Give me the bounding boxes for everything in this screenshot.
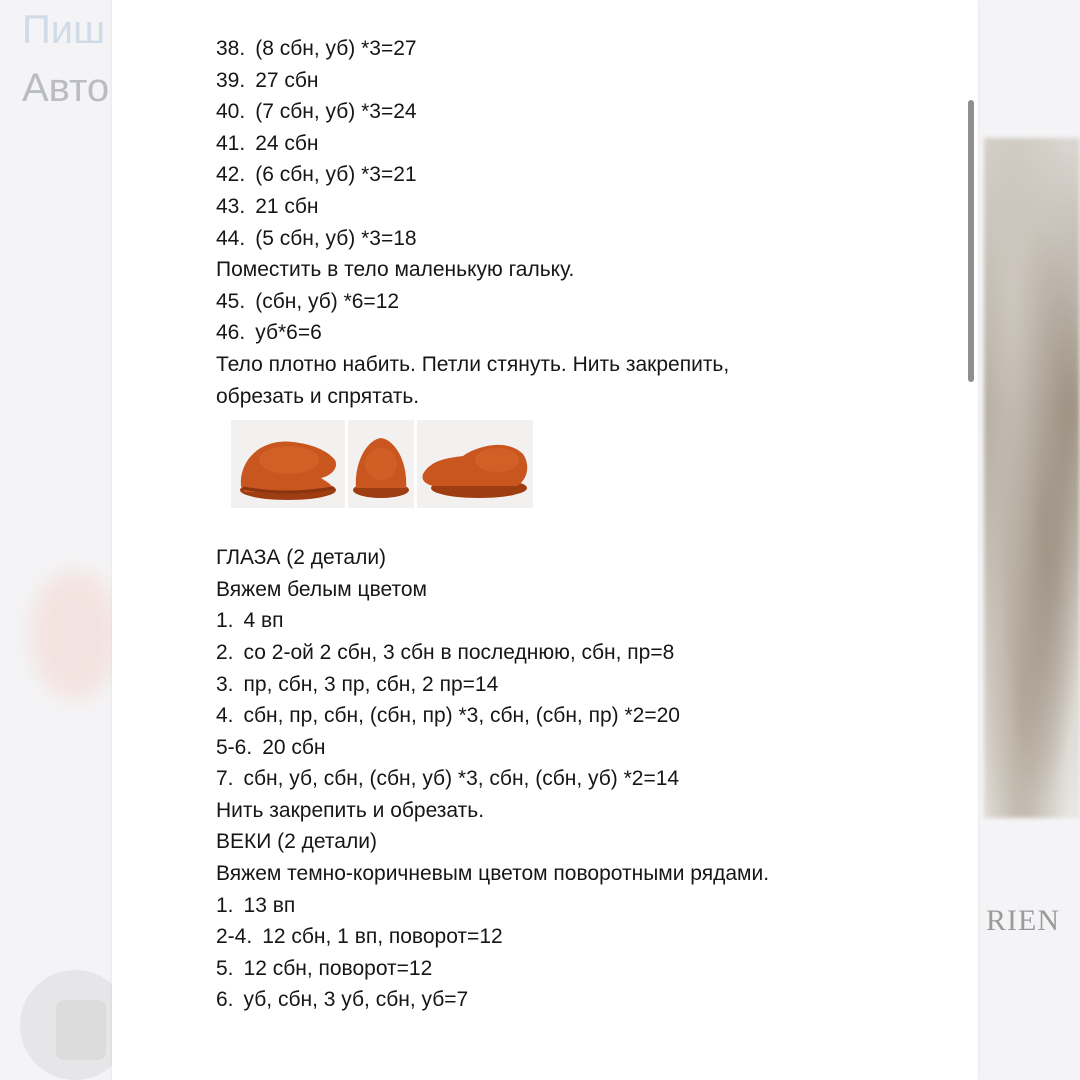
row-number: 1. — [216, 893, 234, 917]
document-icon — [56, 1000, 106, 1060]
document-content — [216, 33, 956, 1016]
row-instruction: 27 сбн — [255, 68, 319, 92]
note-pebble: Поместить в тело маленькую гальку. — [216, 258, 575, 282]
background-title-line1: Пиш — [22, 8, 106, 52]
row-instruction: сбн, пр, сбн, (сбн, пр) *3, сбн, (сбн, пр) *2=20 — [243, 704, 680, 728]
lids-heading: ВЕКИ (2 детали) — [216, 830, 377, 854]
row-number: 1. — [216, 609, 234, 633]
row-number: 3. — [216, 672, 234, 696]
row-instruction: 12 сбн, 1 вп, поворот=12 — [262, 925, 503, 949]
row-instruction: пр, сбн, 3 пр, сбн, 2 пр=14 — [243, 672, 499, 696]
row-number: 38. — [216, 37, 246, 60]
body-final-rows-section — [216, 286, 956, 349]
pattern-row — [216, 953, 956, 985]
photo-side-view — [231, 420, 345, 508]
row-instruction: (5 сбн, уб) *3=18 — [255, 226, 417, 250]
pattern-row — [216, 65, 956, 97]
row-instruction: со 2-ой 2 сбн, 3 сбн в последнюю, сбн, пр=8 — [243, 640, 675, 664]
note-finish-line2: обрезать и спрятать. — [216, 384, 420, 408]
pattern-row — [216, 763, 956, 795]
crochet-body-side-image — [231, 420, 345, 508]
pattern-row — [216, 669, 956, 701]
body-rows-section — [216, 33, 956, 254]
pattern-row — [216, 605, 956, 637]
row-number: 4. — [216, 704, 234, 728]
row-number: 45. — [216, 289, 246, 313]
pattern-row — [216, 984, 956, 1016]
row-number: 42. — [216, 163, 246, 187]
row-instruction: 4 вп — [243, 609, 284, 633]
pattern-row — [216, 128, 956, 160]
row-instruction: (сбн, уб) *6=12 — [255, 289, 400, 313]
photo-other-side-view — [417, 420, 533, 508]
pattern-row — [216, 921, 956, 953]
row-instruction: 12 сбн, поворот=12 — [243, 956, 433, 980]
pattern-row — [216, 637, 956, 669]
row-number: 46. — [216, 321, 246, 345]
eyes-rows-section — [216, 605, 956, 795]
row-instruction: уб*6=6 — [255, 321, 322, 345]
body-photos — [231, 420, 956, 508]
row-number: 2. — [216, 640, 234, 664]
pattern-row — [216, 317, 956, 349]
row-instruction: (8 сбн, уб) *3=27 — [255, 37, 417, 60]
row-instruction: сбн, уб, сбн, (сбн, уб) *3, сбн, (сбн, уб) *2=14 — [243, 767, 680, 791]
crochet-body-front-image — [348, 420, 414, 508]
row-number: 2-4. — [216, 925, 253, 949]
row-instruction: (7 сбн, уб) *3=24 — [255, 100, 417, 124]
background-photo — [984, 138, 1080, 818]
pattern-row — [216, 191, 956, 223]
scrollbar[interactable] — [968, 100, 974, 382]
lids-color-note: Вяжем темно-коричневым цветом поворотными рядами. — [216, 862, 770, 886]
row-number: 5-6. — [216, 735, 253, 759]
row-instruction: уб, сбн, 3 уб, сбн, уб=7 — [243, 988, 469, 1012]
row-number: 41. — [216, 131, 246, 155]
background-brand-text: RIEN — [986, 904, 1060, 937]
row-instruction: 21 сбн — [255, 194, 319, 218]
eyes-color-note: Вяжем белым цветом — [216, 577, 427, 601]
row-instruction: 13 вп — [243, 893, 296, 917]
row-instruction: (6 сбн, уб) *3=21 — [255, 163, 417, 187]
row-number: 43. — [216, 194, 246, 218]
pattern-row — [216, 890, 956, 922]
row-number: 7. — [216, 767, 234, 791]
note-finish-line1: Тело плотно набить. Петли стянуть. Нить закрепить, — [216, 352, 730, 376]
background-title-line2: Авто — [22, 66, 110, 110]
row-number: 6. — [216, 988, 234, 1012]
row-instruction: 20 сбн — [262, 735, 326, 759]
row-number: 5. — [216, 956, 234, 980]
row-instruction: 24 сбн — [255, 131, 319, 155]
pattern-row — [216, 732, 956, 764]
lids-rows-section — [216, 890, 956, 1016]
eyes-finish-note: Нить закрепить и обрезать. — [216, 798, 485, 822]
row-number: 40. — [216, 100, 246, 124]
pattern-row — [216, 223, 956, 255]
eyes-heading: ГЛАЗА (2 детали) — [216, 546, 387, 570]
crochet-body-other-side-image — [417, 420, 533, 508]
photo-front-view — [348, 420, 414, 508]
row-number: 44. — [216, 226, 246, 250]
pattern-row — [216, 159, 956, 191]
pattern-row — [216, 286, 956, 318]
background-blob — [30, 570, 120, 700]
pattern-row — [216, 96, 956, 128]
pattern-row — [216, 33, 956, 65]
pattern-row — [216, 700, 956, 732]
row-number: 39. — [216, 68, 246, 92]
